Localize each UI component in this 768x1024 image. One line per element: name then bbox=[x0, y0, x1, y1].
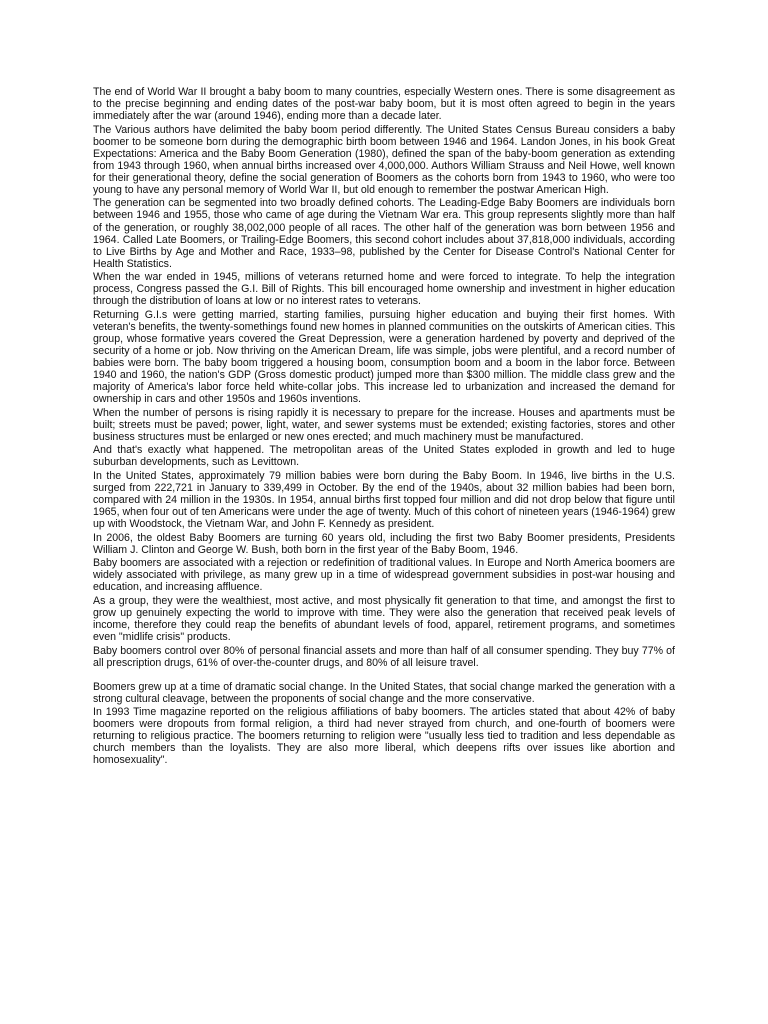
paragraph-generation-cohorts: The generation can be segmented into two broadly defined cohorts. The Leading-Edge Baby Boomers are individuals born between 1946 and 1955, those who came of age during the Vietnam War era. This group represents slightly more than half of the generation, or roughly 38,002,000 people of all races. The other half of the generation was born between 1956 and 1964. Called Late Boomers, or Trailing-Edge Boomers, this second cohort includes about 37,818,000 individuals, according to Live Births by Age and Mother and Race, 1933–98, published by the Center for Disease Control's National Center for Health Statistics. bbox=[93, 197, 675, 270]
paragraph-us-births: In the United States, approximately 79 million babies were born during the Baby Boom. In 1946, live births in the U.S. surged from 222,721 in January to 339,499 in October. By the end of the 1940s, about 32 million babies had been born, compared with 24 million in the 1930s. In 1954, annual births first topped four million and did not drop below that figure until 1965, when four out of ten Americans were under the age of twenty. Much of this cohort of nineteen years (1946-1964) grew up with Woodstock, the Vietnam War, and John F. Kennedy as president. bbox=[93, 469, 675, 531]
paragraph-consumer-spending: Baby boomers control over 80% of personal financial assets and more than half of all consumer spending. They buy 77% of all prescription drugs, 61% of over-the-counter drugs, and 80% of all leisure travel. bbox=[93, 644, 675, 669]
paragraph-boom-period-definitions: The Various authors have delimited the baby boom period differently. The United States Census Bureau considers a baby boomer to be someone born during the demographic birth boom between 1946 and 1964. Landon Jones, in his book Great Expectations: America and the Baby Boom Generation (1980), defined the span of the baby-boom generation as extending from 1943 through 1960, when annual births increased over 4,000,000. Authors William Strauss and Neil Howe, well known for their generational theory, define the social generation of Boomers as the cohorts born from 1943 to 1960, who were too young to have any personal memory of World War II, but old enough to remember the postwar American High. bbox=[93, 123, 675, 196]
document-body bbox=[93, 86, 675, 768]
paragraph-returning-gis: Returning G.I.s were getting married, starting families, pursuing higher education and buying their first homes. With veteran's benefits, the twenty-somethings found new homes in planned communities on the outskirts of American cities. This group, whose formative years covered the Great Depression, were a generation hardened by poverty and deprived of the security of a home or job. Now thriving on the American Dream, life was simple, jobs were plentiful, and a record number of babies were born. The baby boom triggered a housing boom, consumption boom and a boom in the labor force. Between 1940 and 1960, the nation's GDP (Gross domestic product) jumped more than $300 million. The middle class grew and the majority of America's labor force held white-collar jobs. This increase led to urbanization and increased the demand for ownership in cars and other 1950s and 1960s inventions. bbox=[93, 308, 675, 406]
paragraph-population-growth: When the number of persons is rising rapidly it is necessary to prepare for the increase. Houses and apartments must be built; streets must be paved; power, light, water, and sewer systems must be extended; existing factories, stores and other business structures must be enlarged or new ones erected; and much machinery must be manufactured. bbox=[93, 406, 675, 443]
paragraph-baby-boom-intro: The end of World War II brought a baby boom to many countries, especially Western ones. There is some disagreement as to the precise beginning and ending dates of the post-war baby boom, but it is most often agreed to begin in the years immediately after the war (around 1946), ending more than a decade later. bbox=[93, 86, 675, 123]
paragraph-wealthiest-generation: As a group, they were the wealthiest, most active, and most physically fit generation to that time, and amongst the first to grow up genuinely expecting the world to improve with time. They were also the generation that received peak levels of income, therefore they could reap the benefits of abundant levels of food, apparel, retirement programs, and sometimes even "midlife crisis" products. bbox=[93, 594, 675, 644]
paragraph-gi-bill: When the war ended in 1945, millions of veterans returned home and were forced to integrate. To help the integration process, Congress passed the G.I. Bill of Rights. This bill encouraged home ownership and investment in higher education through the distribution of loans at low or no interest rates to veterans. bbox=[93, 271, 675, 308]
paragraph-boomer-presidents: In 2006, the oldest Baby Boomers are turning 60 years old, including the first two Baby Boomer presidents, Presidents William J. Clinton and George W. Bush, both born in the first year of the Baby Boom, 1946. bbox=[93, 531, 675, 556]
paragraph-traditional-values: Baby boomers are associated with a rejection or redefinition of traditional values. In Europe and North America boomers are widely associated with privilege, as many grew up in a time of widespread government subsidies in post-war housing and education, and increasing affluence. bbox=[93, 557, 675, 594]
paragraph-metropolitan-growth: And that's exactly what happened. The metropolitan areas of the United States exploded in growth and led to huge suburban developments, such as Levittown. bbox=[93, 444, 675, 469]
paragraph-religious-affiliations: In 1993 Time magazine reported on the religious affiliations of baby boomers. The articles stated that about 42% of baby boomers were dropouts from formal religion, a third had never strayed from church, and one-fourth of boomers were returning to religious practice. The boomers returning to religion were "usually less tied to tradition and less dependable as church members than the loyalists. They are also more liberal, which deepens rifts over issues like abortion and homosexuality". bbox=[93, 706, 675, 767]
paragraph-social-change: Boomers grew up at a time of dramatic social change. In the United States, that social change marked the generation with a strong cultural cleavage, between the proponents of social change and the more conservative. bbox=[93, 680, 675, 705]
